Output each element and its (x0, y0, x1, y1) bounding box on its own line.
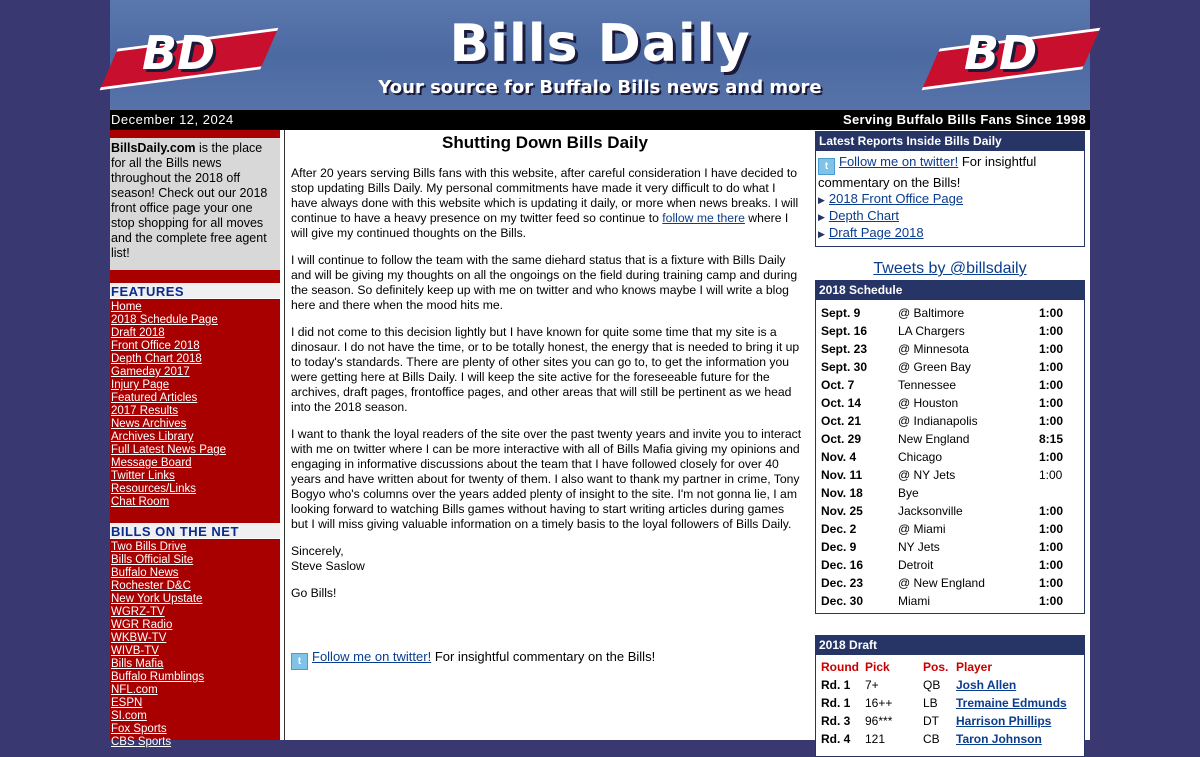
features-nav-item (110, 431, 280, 444)
features-nav-link[interactable]: Resources/Links (111, 483, 197, 495)
features-nav-link[interactable]: Full Latest News Page (111, 444, 227, 456)
signoff: Sincerely, Steve Saslow (291, 544, 365, 573)
game-date: Dec. 9 (821, 540, 857, 554)
bills-net-nav-link[interactable]: Two Bills Drive (111, 541, 187, 553)
features-heading: FEATURES (110, 283, 280, 299)
game-opponent: @ NY Jets (898, 468, 956, 482)
bills-net-nav-item (110, 723, 280, 736)
game-time: 1:00 (1039, 342, 1064, 356)
bills-on-net-nav (110, 541, 280, 749)
draft-round: Rd. 3 (821, 714, 851, 728)
schedule-row (821, 466, 1079, 484)
site-title: Bills Daily (449, 14, 751, 74)
features-nav-link[interactable]: Draft 2018 (111, 327, 165, 339)
paragraph-4: I want to thank the loyal readers of the site over the past twenty years and invite you to interact with me on twitter where I can be more interactive with all of Bills Mafia giving my opinions and engaging in informative discussions about the team that I have followed closely for over 40 years and have written about for twenty of them. I also want to thank my partner in crime, Tony Bogyo who's columns over the years added plenty of insight to the site. I'm not gonna lie, I am looking forward to watching Bills games without having to start writing articles during games but I will miss giving valuable information on a timely basis to the loyal followers of Bills Daily. (291, 427, 802, 531)
game-date: Oct. 14 (821, 396, 862, 410)
twitter-follow-bottom: t Follow me on twitter! For insightful commentary on the Bills! (291, 649, 655, 670)
game-opponent: Bye (898, 486, 919, 500)
draft-row (821, 694, 1067, 712)
twitter-bird-icon: t (291, 653, 308, 670)
game-date: Dec. 23 (821, 576, 864, 590)
bills-net-nav-link[interactable]: Bills Official Site (111, 554, 194, 566)
schedule-row (821, 574, 1079, 592)
bills-net-nav-link[interactable]: NFL.com (111, 684, 158, 696)
features-nav-link[interactable]: News Archives (111, 418, 187, 430)
draft-player-link[interactable]: Josh Allen (956, 678, 1017, 692)
site-banner[interactable] (110, 0, 1090, 111)
features-nav-item (110, 418, 280, 431)
bills-net-nav-item (110, 684, 280, 697)
features-nav-item (110, 444, 280, 457)
features-nav-item (110, 366, 280, 379)
features-nav-item (110, 353, 280, 366)
draft-column-header: Pick (865, 660, 890, 674)
draft-player-link[interactable]: Taron Johnson (956, 732, 1042, 746)
draft-column-header: Round (821, 660, 859, 674)
game-opponent: @ New England (898, 576, 985, 590)
schedule-row (821, 412, 1079, 430)
game-time: 1:00 (1039, 468, 1063, 482)
follow-me-there-link[interactable]: follow me there (662, 211, 745, 225)
draft-pick: 96*** (865, 714, 893, 728)
features-nav-link[interactable]: Chat Room (111, 496, 170, 508)
bills-net-nav-link[interactable]: Bills Mafia (111, 658, 164, 670)
game-date: Dec. 16 (821, 558, 864, 572)
bills-net-nav-link[interactable]: WIVB-TV (111, 645, 159, 657)
game-opponent: @ Minnesota (898, 342, 969, 356)
tagline: Serving Buffalo Bills Fans Since 1998 (842, 112, 1086, 127)
features-nav-item (110, 327, 280, 340)
draft-row (821, 712, 1067, 730)
bills-on-net-heading: BILLS ON THE NET (110, 523, 280, 539)
game-opponent: @ Green Bay (898, 360, 971, 374)
game-time: 1:00 (1039, 540, 1064, 554)
features-nav-link[interactable]: Message Board (111, 457, 192, 469)
game-date: Dec. 2 (821, 522, 857, 536)
schedule-row (821, 304, 1079, 322)
game-date: Sept. 30 (821, 360, 868, 374)
latest-reports-heading: Latest Reports Inside Bills Daily (816, 132, 1084, 151)
game-time: 8:15 (1039, 432, 1064, 446)
arrow-right-icon: ▶ (818, 229, 825, 239)
features-nav-link[interactable]: Gameday 2017 (111, 366, 190, 378)
schedule-box (815, 280, 1085, 614)
features-nav-item (110, 457, 280, 470)
current-date: December 12, 2024 (111, 112, 234, 127)
game-date: Sept. 23 (821, 342, 868, 356)
game-time: 1:00 (1039, 576, 1064, 590)
game-opponent: Detroit (898, 558, 934, 572)
report-item (818, 208, 1081, 225)
draft-pick: 121 (865, 732, 886, 746)
game-opponent: Jacksonville (898, 504, 963, 518)
follow-twitter-link-top[interactable]: Follow me on twitter! (839, 154, 959, 169)
report-link[interactable]: Depth Chart (828, 208, 900, 223)
schedule-row (821, 520, 1079, 538)
game-opponent: @ Indianapolis (898, 414, 978, 428)
latest-reports-box: Latest Reports Inside Bills Daily t Follow me on twitter! For insightful commentary on the Bills! ▶ 2018 Front Office Page ▶ Depth Chart ▶ Draft Page 2018 (815, 131, 1085, 247)
bills-net-nav-link[interactable]: WKBW-TV (111, 632, 167, 644)
twitter-bird-icon: t (818, 158, 835, 175)
game-opponent: LA Chargers (898, 324, 965, 338)
draft-pick: 16++ (865, 696, 893, 710)
report-link[interactable]: Draft Page 2018 (828, 225, 924, 240)
game-date: Nov. 11 (821, 468, 863, 482)
go-bills: Go Bills! (291, 586, 337, 600)
features-nav-item (110, 392, 280, 405)
arrow-right-icon: ▶ (818, 195, 825, 205)
schedule-row (821, 538, 1079, 556)
features-nav-link[interactable]: Injury Page (111, 379, 170, 391)
game-opponent: Miami (898, 594, 930, 608)
bills-net-nav-item (110, 645, 280, 658)
game-date: Nov. 4 (821, 450, 857, 464)
schedule-heading: 2018 Schedule (816, 281, 1084, 300)
draft-round: Rd. 4 (821, 732, 851, 746)
bd-logo-left: BD (114, 30, 264, 86)
left-sidebar (110, 130, 280, 748)
draft-row (821, 730, 1067, 748)
game-time: 1:00 (1039, 558, 1064, 572)
bills-net-nav-item (110, 554, 280, 567)
bills-net-nav-link[interactable]: ESPN (111, 697, 143, 709)
game-date: Dec. 30 (821, 594, 864, 608)
report-item (818, 191, 1081, 208)
game-time: 1:00 (1039, 360, 1064, 374)
bills-net-nav-link[interactable]: Buffalo News (111, 567, 179, 579)
date-strip (110, 110, 1090, 130)
game-date: Nov. 25 (821, 504, 863, 518)
game-time: 1:00 (1039, 378, 1064, 392)
draft-player-link[interactable]: Harrison Phillips (956, 714, 1052, 728)
features-nav-item (110, 405, 280, 418)
draft-header-row (821, 658, 1067, 676)
game-time: 1:00 (1039, 324, 1064, 338)
bills-net-nav-link[interactable]: Fox Sports (111, 723, 167, 735)
draft-player (956, 676, 1067, 694)
game-time: 1:00 (1039, 522, 1064, 536)
article-title: Shutting Down Bills Daily (442, 133, 648, 152)
schedule-row (821, 502, 1079, 520)
game-opponent: @ Houston (898, 396, 959, 410)
schedule-row (821, 448, 1079, 466)
tweets-by-link[interactable]: Tweets by @billsdaily (873, 260, 1027, 277)
features-nav-link[interactable]: Front Office 2018 (111, 340, 200, 352)
bills-net-nav-link[interactable]: WGR Radio (111, 619, 173, 631)
features-nav-item (110, 340, 280, 353)
features-nav-item (110, 496, 280, 509)
bills-net-nav-item (110, 619, 280, 632)
bills-net-nav-item (110, 541, 280, 554)
bills-net-nav-item (110, 580, 280, 593)
schedule-row (821, 484, 1079, 502)
bills-net-nav-item (110, 632, 280, 645)
draft-table (821, 658, 1067, 748)
site-subtitle: Your source for Buffalo Bills news and more (378, 77, 822, 98)
bills-net-nav-link[interactable]: New York Upstate (111, 593, 203, 605)
schedule-row (821, 430, 1079, 448)
game-time: 1:00 (1039, 396, 1064, 410)
game-opponent: Chicago (898, 450, 943, 464)
features-nav (110, 301, 280, 509)
schedule-row (821, 556, 1079, 574)
draft-player (956, 712, 1067, 730)
page (110, 0, 1090, 748)
draft-position: DT (923, 714, 939, 728)
schedule-table (821, 304, 1079, 610)
draft-box (815, 635, 1085, 757)
paragraph-2: I will continue to follow the team with the same diehard status that is a fixture with Bills Daily and will be giving my thoughts on all the ongoings on the field during training camp and during the season. So definitely keep up with me on twitter and who knows maybe I will write a blog here and there when the mood hits me. (291, 253, 798, 312)
features-nav-link[interactable]: 2018 Schedule Page (111, 314, 218, 326)
article-body (291, 166, 803, 613)
game-date: Oct. 21 (821, 414, 862, 428)
bills-net-nav-item (110, 697, 280, 710)
report-link[interactable]: 2018 Front Office Page (828, 191, 964, 206)
schedule-row (821, 358, 1079, 376)
features-nav-item (110, 301, 280, 314)
game-date: Sept. 16 (821, 324, 868, 338)
game-time: 1:00 (1039, 450, 1064, 464)
features-nav-item (110, 379, 280, 392)
arrow-right-icon: ▶ (818, 212, 825, 222)
bills-net-nav-item (110, 606, 280, 619)
game-date: Nov. 18 (821, 486, 863, 500)
features-nav-link[interactable]: 2017 Results (111, 405, 179, 417)
schedule-row (821, 340, 1079, 358)
bills-net-nav-link[interactable]: CBS Sports (111, 736, 172, 748)
bills-net-nav-item (110, 671, 280, 684)
intro-blurb (110, 138, 280, 270)
schedule-row (821, 376, 1079, 394)
bills-net-nav-item (110, 567, 280, 580)
features-nav-link[interactable]: Twitter Links (111, 470, 175, 482)
draft-position: QB (923, 678, 941, 692)
features-nav-link[interactable]: Depth Chart 2018 (111, 353, 202, 365)
bd-logo-right: BD (936, 30, 1086, 86)
game-time: 1:00 (1039, 414, 1064, 428)
game-date: Sept. 9 (821, 306, 861, 320)
schedule-row (821, 592, 1079, 610)
features-nav-link[interactable]: Home (111, 301, 142, 313)
draft-row (821, 676, 1067, 694)
game-date: Oct. 29 (821, 432, 862, 446)
bills-net-nav-item (110, 736, 280, 749)
draft-heading: 2018 Draft (816, 636, 1084, 655)
follow-twitter-link-bottom[interactable]: Follow me on twitter! (312, 649, 432, 664)
bills-net-nav-item (110, 710, 280, 723)
bills-net-nav-link[interactable]: SI.com (111, 710, 147, 722)
intro-text: is the place for all the Bills news throughout the 2018 off season! Check out our 2018 front office page your one stop shopping for all moves and the complete free agent list! (111, 141, 268, 260)
draft-player (956, 730, 1067, 748)
draft-player-link[interactable]: Tremaine Edmunds (956, 696, 1067, 710)
draft-position: CB (923, 732, 940, 746)
bills-net-nav-link[interactable]: Rochester D&C (111, 580, 191, 592)
game-opponent: @ Miami (898, 522, 946, 536)
game-date: Oct. 7 (821, 378, 855, 392)
game-opponent: New England (898, 432, 970, 446)
bills-net-nav-link[interactable]: WGRZ-TV (111, 606, 165, 618)
game-time: 1:00 (1039, 306, 1064, 320)
draft-pick: 7+ (865, 678, 879, 692)
bills-net-nav-item (110, 593, 280, 606)
draft-column-header: Pos. (923, 660, 949, 674)
game-opponent: @ Baltimore (898, 306, 965, 320)
features-nav-item (110, 470, 280, 483)
bills-net-nav-item (110, 658, 280, 671)
draft-column-header: Player (956, 660, 993, 674)
features-nav-link[interactable]: Archives Library (111, 431, 194, 443)
game-time (1039, 484, 1079, 502)
paragraph-3: I did not come to this decision lightly but I have known for quite some time that my site is a dinosaur. I do not have the time, or to be totally honest, the energy that is needed to bring it up to today's standards. There are plenty of other sites you can go to, to get the information you were getting here at Bills Daily. I will keep the site active for the foreseeable future for the archives, draft pages, frontoffice pages, and other areas that will still be pertinent as we head into the 2018 season. (291, 325, 800, 414)
report-item (818, 225, 1081, 242)
right-sidebar (815, 130, 1085, 746)
features-nav-item (110, 483, 280, 496)
main-content (284, 130, 805, 740)
game-opponent: Tennessee (898, 378, 957, 392)
intro-site-name: BillsDaily.com (111, 141, 196, 155)
game-time: 1:00 (1039, 594, 1064, 608)
game-time: 1:00 (1039, 504, 1064, 518)
draft-round: Rd. 1 (821, 678, 851, 692)
schedule-row (821, 322, 1079, 340)
game-opponent: NY Jets (898, 540, 940, 554)
schedule-row (821, 394, 1079, 412)
draft-player (956, 694, 1067, 712)
draft-position: LB (923, 696, 938, 710)
draft-round: Rd. 1 (821, 696, 851, 710)
features-nav-item (110, 314, 280, 327)
paragraph-1: After 20 years serving Bills fans with this website, after careful consideration I have decided to stop updating Bills Daily. My personal commitments have made it very difficult to do what I have always done with this website which is updating it daily, or more when news breaks. I will continue to have a heavy presence on my twitter feed so continue to follow me there where I will give my continued thoughts on the Bills. (291, 166, 799, 240)
bills-net-nav-link[interactable]: Buffalo Rumblings (111, 671, 205, 683)
features-nav-link[interactable]: Featured Articles (111, 392, 198, 404)
